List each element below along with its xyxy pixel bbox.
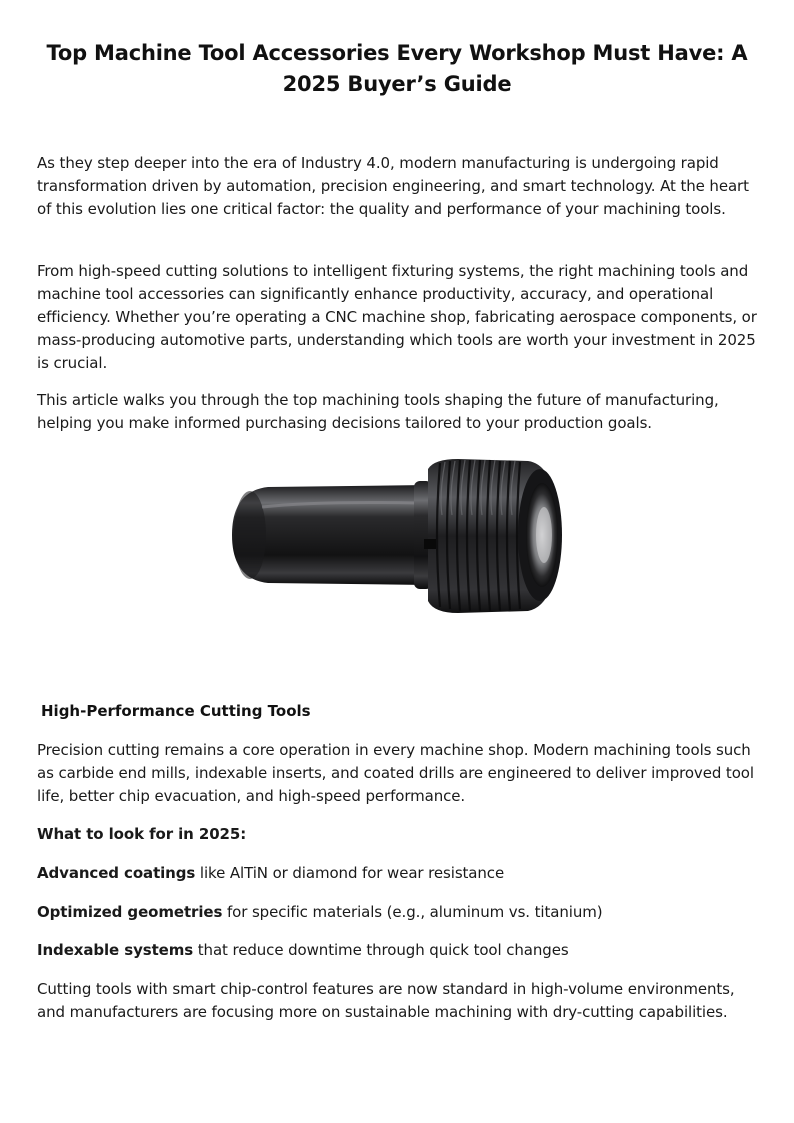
feature-item-geometries (37, 901, 759, 924)
feature-item-indexable-term: Indexable systems (37, 941, 194, 959)
feature-item-geometries-text: for specific materials (e.g., aluminum vs. titanium) (222, 903, 603, 921)
feature-item-coatings-text: like AlTiN or diamond for wear resistance (195, 864, 505, 882)
shank-end-shadow (234, 491, 266, 579)
page-title: Top Machine Tool Accessories Every Workshop Must Have: A 2025 Buyer’s Guide (46, 41, 748, 96)
section-paragraph: Precision cutting remains a core operation in every machine shop. Modern machining tools such as carbide end mills, indexable inserts, and coated drills are engineered to deliver improved tool life, better chip evacuation, and high-speed performance. (37, 741, 754, 805)
intro-paragraph-2: From high-speed cutting solutions to intelligent fixturing systems, the right machining tools and machine tool accessories can significantly enhance productivity, accuracy, and operational efficiency. Whether you’re operating a CNC machine shop, fabricating aerospace components, or mass-producing automotive parts, understanding which tools are worth your investment in 2025 is crucial. (37, 262, 757, 372)
feature-item-coatings (37, 862, 759, 885)
intro-paragraph-3: This article walks you through the top machining tools shaping the future of manufacturing, helping you make informed purchasing decisions tailored to your production goals. (37, 391, 719, 432)
product-image-threaded-nozzle (228, 455, 568, 620)
intro-paragraph-1: As they step deeper into the era of Industry 4.0, modern manufacturing is undergoing rapid transformation driven by automation, precision engineering, and smart technology. At the heart of this evolution lies one critical factor: the quality and performance of your machining tools. (37, 154, 749, 218)
bore-highlight (536, 507, 552, 563)
closing-paragraph: Cutting tools with smart chip-control features are now standard in high-volume environments, and manufacturers are focusing more on sustainable machining with dry-cutting capabilities. (37, 980, 735, 1021)
feature-item-indexable (37, 939, 759, 962)
feature-item-coatings-term: Advanced coatings (37, 864, 196, 882)
look-for-label: What to look for in 2025: (37, 825, 247, 843)
feature-item-geometries-term: Optimized geometries (37, 903, 223, 921)
feature-item-indexable-text: that reduce downtime through quick tool changes (193, 941, 569, 959)
notch (424, 539, 436, 549)
threaded-fitting-illustration (228, 455, 568, 620)
section-heading: High-Performance Cutting Tools (41, 702, 311, 720)
